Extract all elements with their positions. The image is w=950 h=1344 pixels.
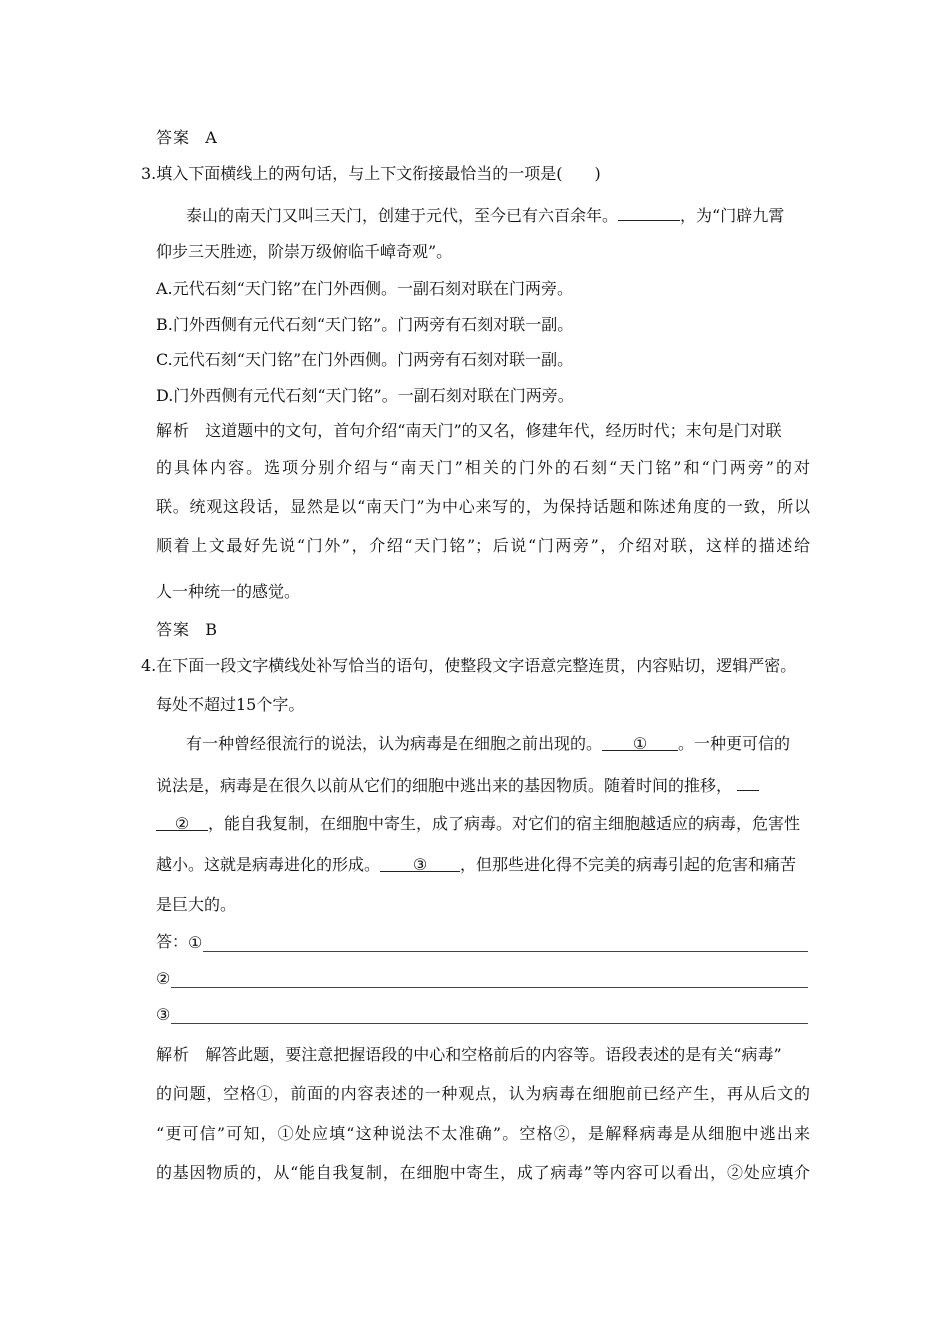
q3-passage-line-1: 泰山的南天门又叫三天门，创建于元代，至今已有六百余年。 ，为“门辟九霄 xyxy=(186,206,785,225)
fill-blank xyxy=(618,204,680,221)
q3-analysis-line-1: 解析 这道题中的文句，首句介绍“南天门”的又名，修建年代，经历时代；末句是门对联 xyxy=(156,421,782,440)
answer-input-line-3[interactable] xyxy=(171,1007,808,1024)
analysis-label: 解析 xyxy=(156,1045,191,1064)
blank-3: ③ xyxy=(380,855,460,872)
answer-line-3: ③ xyxy=(156,1002,808,1024)
q4-passage-line-5: 是巨大的。 xyxy=(156,895,237,914)
q3-analysis-line-2: 的具体内容。选项分别介绍与“南天门”相关的门外的石刻“天门铭”和“门两旁”的对 xyxy=(156,458,810,477)
blank-2: ② xyxy=(156,814,208,831)
q4-passage-line-1: 有一种曾经很流行的说法，认为病毒是在细胞之前出现的。 ① 。一种更可信的 xyxy=(186,734,791,753)
answer-line-1: 答： ① xyxy=(156,930,808,952)
answer-value: A xyxy=(205,128,217,147)
answer-label: 答案 xyxy=(156,620,191,639)
q4-stem-line-1: 4.在下面一段文字横线处补写恰当的语句，使整段文字语意完整连贯，内容贴切，逻辑严密。 xyxy=(141,656,797,675)
q4-passage-line-2: 说法是，病毒是在很久以前从它们的细胞中逃出来的基因物质。随着时间的推移， xyxy=(156,774,759,796)
answer-label: 答案 xyxy=(156,128,191,147)
q2-answer xyxy=(156,128,217,148)
blank-1: ① xyxy=(602,734,678,751)
q4-stem-line-2: 每处不超过15个字。 xyxy=(156,695,305,714)
q3-option-b: B.门外西侧有元代石刻“天门铭”。门两旁有石刻对联一副。 xyxy=(156,315,574,334)
answer-line-2: ② xyxy=(156,966,808,988)
blank-2-start xyxy=(737,774,759,791)
q3-option-a: A.元代石刻“天门铭”在门外西侧。一副石刻对联在门两旁。 xyxy=(156,279,574,298)
q3-option-c: C.元代石刻“天门铭”在门外西侧。门两旁有石刻对联一副。 xyxy=(156,350,574,369)
q4-passage-line-3: ② ，能自我复制，在细胞中寄生，成了病毒。对它们的宿主细胞越适应的病毒，危害性 xyxy=(156,814,800,834)
q3-passage-line-2: 仰步三天胜迹，阶崇万级俯临千嶂奇观”。 xyxy=(156,242,453,261)
q3-analysis-line-5: 人一种统一的感觉。 xyxy=(156,582,301,601)
q3-option-d: D.门外西侧有元代石刻“天门铭”。一副石刻对联在门两旁。 xyxy=(156,386,574,405)
q3-analysis-line-4: 顺着上文最好先说“门外”，介绍“天门铭”；后说“门两旁”，介绍对联，这样的描述给 xyxy=(156,536,810,555)
q4-analysis-line-4: 的基因物质的，从“能自我复制，在细胞中寄生，成了病毒”等内容可以看出，②处应填介 xyxy=(156,1163,810,1182)
q4-analysis-line-1: 解析 解答此题，要注意把握语段的中心和空格前后的内容等。语段表述的是有关“病毒” xyxy=(156,1045,782,1064)
answer-input-line-2[interactable] xyxy=(171,971,808,988)
answer-input-line-1[interactable] xyxy=(203,935,808,952)
q3-answer xyxy=(156,620,217,640)
q4-analysis-line-2: 的问题，空格①，前面的内容表述的一种观点，认为病毒在细胞前已经产生，再从后文的 xyxy=(156,1084,810,1103)
q4-passage-line-4: 越小。这就是病毒进化的形成。 ③ ，但那些进化得不完美的病毒引起的危害和痛苦 xyxy=(156,855,797,874)
q4-analysis-line-3: “更可信”可知，①处应填“这种说法不太准确”。空格②，是解释病毒是从细胞中逃出来 xyxy=(156,1124,810,1143)
q3-analysis-line-3: 联。统观这段话，显然是以“南天门”为中心来写的，为保持话题和陈述角度的一致，所以 xyxy=(156,497,810,516)
q3-stem: 3.填入下面横线上的两句话，与上下文衔接最恰当的一项是( ) xyxy=(141,164,601,183)
answer-value: B xyxy=(205,620,218,639)
analysis-label: 解析 xyxy=(156,421,191,440)
